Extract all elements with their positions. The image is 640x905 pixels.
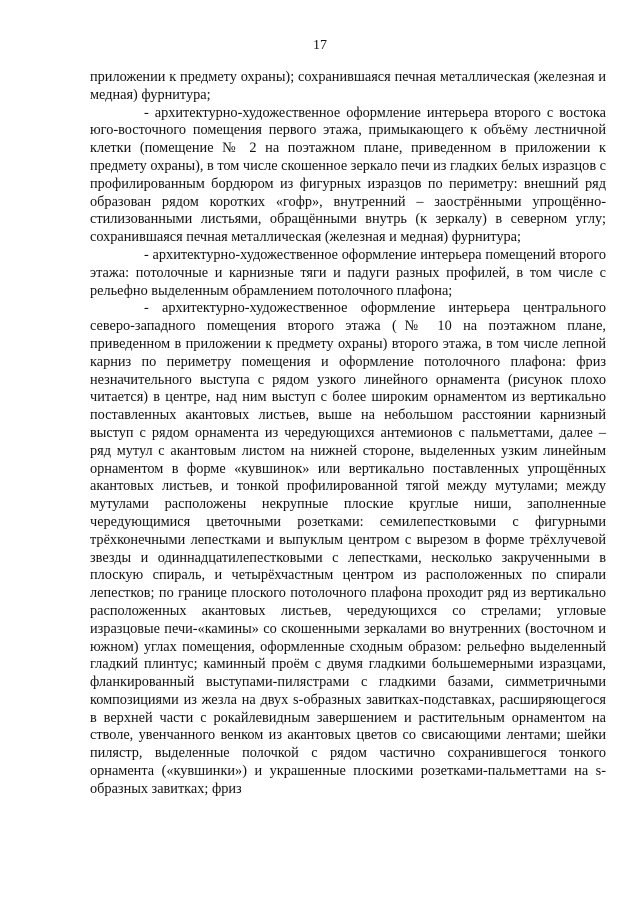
- paragraph: - архитектурно-художественное оформление интерьера центрального северо-западного помещения второго этажа (№ 10 на поэтажном плане, приведенном в приложении к предмету охраны) второго этажа, в том числе лепной карниз по периметру помещения и оформление потолочного плафона: фриз незначительного выступа с рядом узкого линейного орнамента (рисунок плохо читается) в центре, над ним выступ с более широким орнаментом из вертикально поставленных акантовых листьев, выше на небольшом расстоянии карнизный выступ с рядом орнамента из чередующихся антемионов с пальметтами, далее – ряд мутул с акантовым листом на нижней стороне, выделенных узким линейным орнаментом в форме «кувшинок» или вертикально поставленных упрощённых акантовых листьев, и тонкой профилированной тягой между мутулами; между мутулами расположены некрупные плоские круглые ниши, заполненные чередующимися цветочными розетками: семилепестковыми с фигурными трёхконечными лепестками и выпуклым центром с вырезом в форме трёхлучевой звезды и одиннадцатилепестковыми с лепестками, несколько закрученными в плоскую спираль, и четырёхчастным центром из расположенных по спирали лепестков; по границе плоского потолочного плафона проходит ряд из вертикально расположенных акантовых листьев, чередующихся со стрелами; угловые изразцовые печи-«камины» со скошенными зеркалами во внутренних (восточном и южном) углах помещения, оформленные сходным образом: рельефно выделенный гладкий плинтус; каминный проём с двумя гладкими большемерными изразцами, фланкированный выступами-пилястрами с гладкими базами, симметричными композициями из жезла на двух s-образных завитках-подставках, расширяющегося в верхней части с рокайлевидным завершением и растительным орнаментом на стволе, увенчанного венком из акантовых цветов со свисающими лентами; шейки пилястр, выделенные полочкой с рядом частично сохранившегося тонкого орнамента («кувшинки») и украшенные плоскими розетками-пальметтами на s-образных завитках; фриз: [90, 300, 606, 797]
- paragraph: - архитектурно-художественное оформление интерьера второго с востока юго-восточного помещения первого этажа, примыкающего к объёму лестничной клетки (помещение № 2 на поэтажном плане, приведенном в приложении к предмету охраны), в том числе скошенное зеркало печи из гладких белых изразцов с профилированным бордюром из фигурных изразцов по периметру: внешний ряд образован рядом коротких «гофр», внутренний – заострёнными упрощённо-стилизованными листьями, обращёнными внутрь (к зеркалу) в северном углу; сохранившаяся печная металлическая (железная и медная) фурнитура;: [90, 104, 606, 246]
- body-text: [90, 69, 606, 799]
- page-number: 17: [313, 38, 327, 53]
- paragraph: - архитектурно-художественное оформление интерьера помещений второго этажа: потолочные и карнизные тяги и падуги разных профилей, в том числе с рельефно выделенным обрамлением потолочного плафона;: [90, 246, 606, 299]
- paragraph: приложении к предмету охраны); сохранившаяся печная металлическая (железная и медная) фурнитура;: [90, 69, 606, 103]
